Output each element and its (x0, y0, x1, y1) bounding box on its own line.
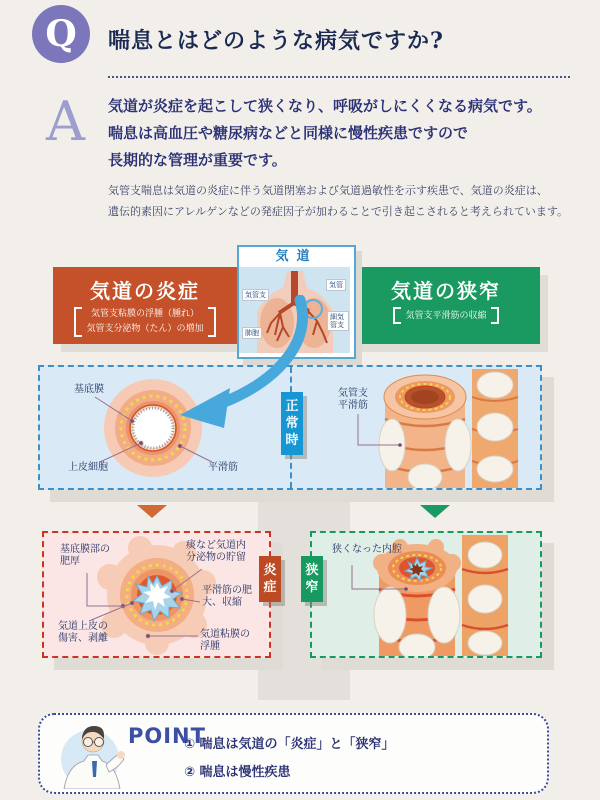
inflammation-header-title: 気道の炎症 (90, 279, 200, 303)
label-alveoli: 肺胞 (242, 327, 262, 339)
label-bronchus: 気管支 (242, 289, 269, 301)
label-basement-thickening: 基底膜部の肥厚 (60, 544, 110, 567)
answer-line: 気道が炎症を起こして狭くなり、呼吸がしにくくなる病気です。 (108, 97, 542, 115)
narrowing-header-subs (352, 307, 540, 324)
inflamed-airway-box (42, 531, 271, 658)
doctor-illustration (54, 719, 126, 789)
label-epithelium-damage: 気道上皮の傷害、剥離 (58, 621, 108, 644)
label-smooth-muscle: 平滑筋 (208, 462, 238, 473)
label-bronchiole: 細気管支 (327, 311, 349, 331)
narrowing-sub: 気管支平滑筋の収縮 (405, 311, 487, 321)
airway-pointer-arrow (150, 295, 330, 435)
inflammation-badge: 炎症 (259, 556, 281, 602)
label-trachea: 気管 (326, 279, 346, 291)
note-line: 遺伝的素因にアレルゲンなどの発症因子が加わることで引き起こされると考えられています。 (108, 205, 568, 218)
narrowing-header-title: 気道の狭窄 (391, 279, 501, 303)
bracket-left (74, 307, 82, 337)
answer-text (108, 93, 588, 174)
bracket-right (491, 307, 499, 324)
note-text (108, 180, 588, 222)
label-narrowed-lumen: 狭くなった内腔 (332, 544, 402, 555)
airway-box-title: 気道 (275, 249, 318, 264)
narrowing-badge: 狭窄 (301, 556, 323, 602)
page-title: 喘息とはどのような病気ですか? (108, 28, 444, 54)
title-divider (108, 76, 570, 78)
point-items (184, 731, 395, 787)
point-title: POINT (128, 724, 206, 748)
label-bronchial-smooth-muscle: 気管支平滑筋 (338, 388, 368, 411)
inflammation-sub2: 気管支分泌物（たん）の増加 (86, 324, 204, 334)
down-triangle-inflammation (137, 505, 167, 518)
label-epithelium: 上皮細胞 (68, 462, 108, 473)
answer-line: 喘息は高血圧や糖尿病などと同様に慢性疾患ですので (108, 124, 469, 142)
note-line: 気管支喘息は気道の炎症に伴う気道閉塞および気道過敏性を示す疾患で、気道の炎症は、 (108, 184, 548, 197)
inflammation-sub1: 気管支粘膜の浮腫（腫れ） (90, 309, 199, 319)
answer-badge: A (46, 90, 85, 153)
answer-line: 長期的な管理が重要です。 (108, 151, 287, 169)
narrowing-header (352, 267, 540, 344)
label-basement-membrane: 基底膜 (74, 384, 104, 395)
label-muscle-hypertrophy: 平滑筋の肥大、収縮 (202, 585, 252, 608)
question-badge: Q (32, 5, 90, 63)
point-item: ② 喘息は慢性疾患 (184, 765, 291, 780)
point-item: ① 喘息は気道の「炎症」と「狭窄」 (184, 737, 395, 752)
normal-state-badge: 正常時 (281, 392, 303, 455)
narrowed-airway-box (310, 531, 542, 658)
point-box (38, 713, 549, 794)
label-mucosa-edema: 気道粘膜の浮腫 (200, 629, 250, 652)
down-triangle-narrowing (420, 505, 450, 518)
label-secretion-retention: 痰など気道内分泌物の貯留 (186, 540, 246, 563)
bracket-left (393, 307, 401, 324)
